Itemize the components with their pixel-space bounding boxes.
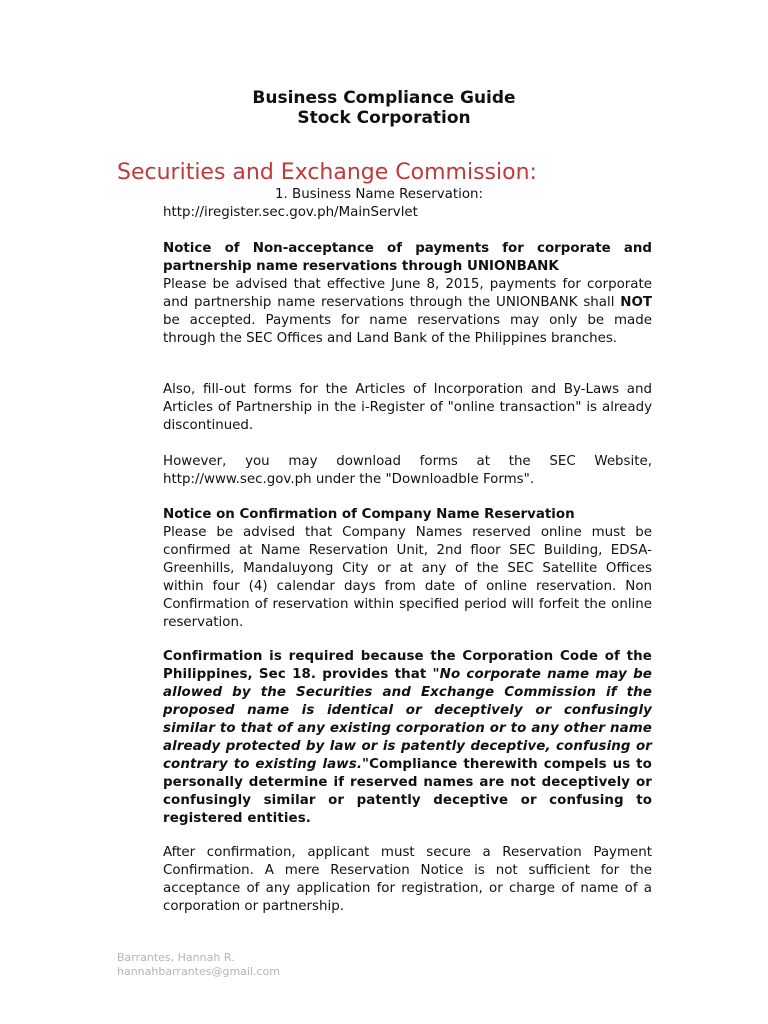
document-subtitle: Stock Corporation	[297, 108, 471, 128]
notice-non-acceptance-body-a: Please be advised that effective June 8, 2015, payments for corporate and partnership name reservations through the UNIONBANK shall	[163, 277, 652, 310]
section-heading: Securities and Exchange Commission:	[117, 160, 537, 185]
confirmation-lead: Confirmation is required because the Corporation Code of the Philippines, Sec 18. provides that "	[163, 649, 652, 682]
list-item-business-name-reservation: 1. Business Name Reservation:	[275, 187, 484, 202]
notice-non-acceptance-heading: Notice of Non-acceptance of payments for corporate and partnership name reservations through UNIONBANK	[163, 241, 652, 274]
confirmation-tail: "Compliance therewith compels us to personally determine if reserved names are not deceptively or confusingly similar or patently deceptive or confusing to registered entities.	[163, 757, 652, 826]
footer	[117, 951, 280, 979]
paragraph-also: Also, fill-out forms for the Articles of Incorporation and By-Laws and Articles of Partnership in the i-Register of "online transaction" is already discontinued.	[163, 382, 652, 433]
notice-non-acceptance	[163, 240, 652, 348]
document-title: Business Compliance Guide	[252, 88, 516, 108]
notice-confirmation	[163, 506, 652, 632]
notice-confirmation-body: Please be advised that Company Names reserved online must be confirmed at Name Reservation Unit, 2nd floor SEC Building, EDSA-Greenhills, Mandaluyong City or at any of the SEC Satellite Offices within four (4) calendar days from date of online reservation. Non Confirmation of reservation within specified period will forfeit the online reservation.	[163, 525, 652, 630]
iregister-url[interactable]: http://iregister.sec.gov.ph/MainServlet	[163, 205, 418, 220]
footer-author-email: hannahbarrantes@gmail.com	[117, 965, 281, 978]
footer-author-name: Barrantes, Hannah R.	[117, 951, 235, 964]
notice-non-acceptance-body-b: be accepted. Payments for name reservations may only be made through the SEC Offices and Land Bank of the Philippines branches.	[163, 313, 652, 346]
corporation-code-quote: No corporate name may be allowed by the Securities and Exchange Commission if the proposed name is identical or deceptively or confusingly similar to that of any existing corporation or to any other name already protected by law or is patently deceptive, confusing or contrary to existing laws.	[163, 667, 652, 772]
notice-not-emphasis: NOT	[620, 295, 652, 310]
after-confirmation-paragraph: After confirmation, applicant must secure a Reservation Payment Confirmation. A mere Reservation Notice is not sufficient for the acceptance of any application for registration, or charge of name of a corporation or partnership.	[163, 845, 652, 914]
paragraph-however: However, you may download forms at the SEC Website, http://www.sec.gov.ph under the "Downloadble Forms".	[163, 454, 652, 487]
notice-confirmation-heading: Notice on Confirmation of Company Name Reservation	[163, 507, 575, 522]
confirmation-paragraph	[163, 648, 652, 828]
